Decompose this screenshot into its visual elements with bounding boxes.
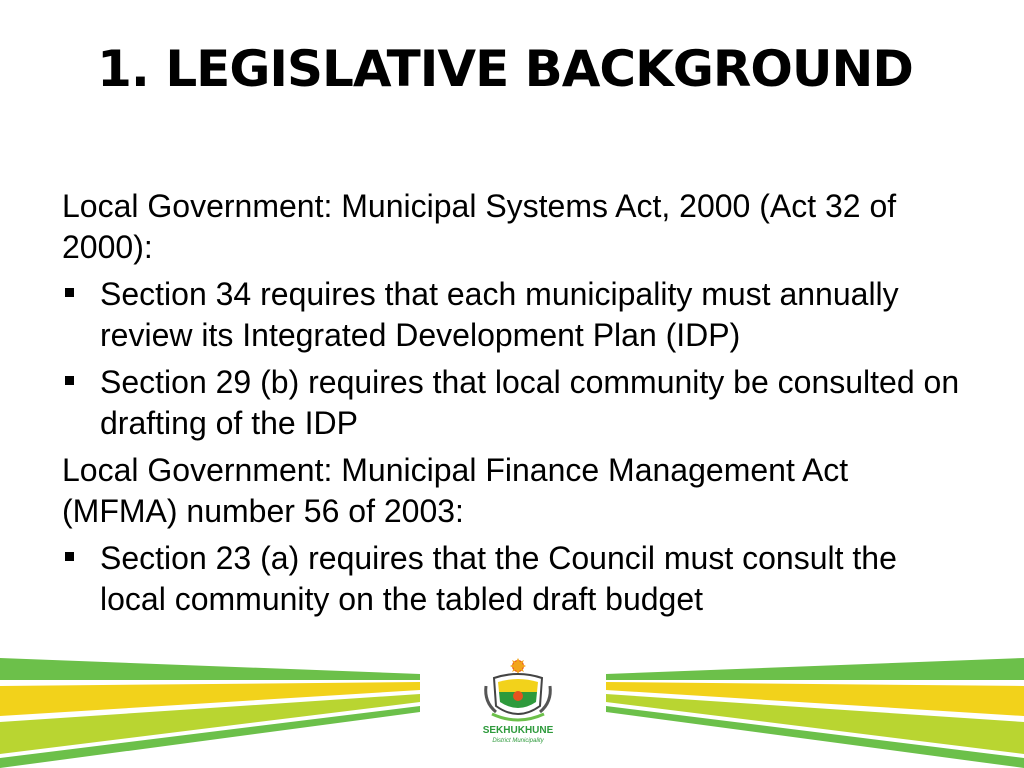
bullet-item [62,274,962,356]
bullet-text: Section 23 (a) requires that the Council must consult the local community on the tabled draft budget [100,540,897,617]
slide-title: 1. LEGISLATIVE BACKGROUND [97,40,913,98]
section-heading-msa: Local Government: Municipal Systems Act, 2000 (Act 32 of 2000): [62,188,897,265]
bullet-text: Section 34 requires that each municipality must annually review its Integrated Development Plan (IDP) [100,276,899,353]
crest-icon [476,656,560,726]
sekhukhune-logo [476,656,560,756]
logo-name: SEKHUKHUNE [482,725,554,736]
left-green-stripe [0,658,420,680]
square-bullet-icon [65,552,74,561]
square-bullet-icon [65,288,74,297]
bullet-text: Section 29 (b) requires that local community be consulted on drafting of the IDP [100,364,960,441]
section-heading-mfma: Local Government: Municipal Finance Management Act (MFMA) number 56 of 2003: [62,452,849,529]
right-green-stripe [606,658,1024,680]
square-bullet-icon [65,376,74,385]
bullet-item [62,362,962,444]
slide-body [62,186,962,626]
logo-subtitle: District Municipality [492,738,544,744]
bullet-item [62,538,962,620]
